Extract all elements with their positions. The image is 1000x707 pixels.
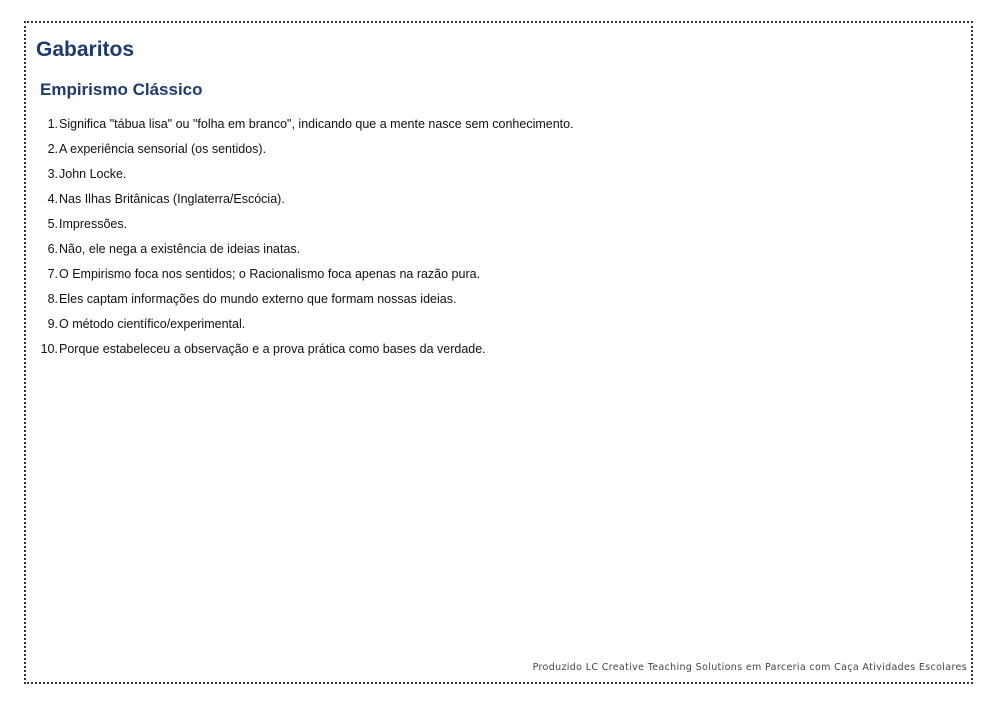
list-item — [36, 239, 936, 264]
answer-text: Nas Ilhas Britânicas (Inglaterra/Escócia). — [59, 192, 285, 206]
footer-credit: Produzido LC Creative Teaching Solutions em Parceria com Caça Atividades Escolares — [532, 662, 967, 673]
answer-number: 1. — [47, 117, 58, 131]
answer-number: 2. — [47, 142, 58, 156]
answer-text: A experiência sensorial (os sentidos). — [59, 142, 267, 156]
answer-number: 10. — [40, 342, 58, 356]
answer-text: John Locke. — [59, 167, 127, 181]
list-item — [36, 114, 936, 139]
list-item — [36, 214, 936, 239]
list-item — [36, 289, 936, 314]
answer-number: 6. — [47, 242, 58, 256]
answer-text: Significa "tábua lisa" ou "folha em branco", indicando que a mente nasce sem conhecimento. — [59, 117, 574, 131]
answer-number: 4. — [47, 192, 58, 206]
answer-text: O método científico/experimental. — [59, 317, 246, 331]
list-item — [36, 339, 936, 364]
answer-text: Eles captam informações do mundo externo que formam nossas ideias. — [59, 292, 457, 306]
answer-text: Porque estabeleceu a observação e a prova prática como bases da verdade. — [59, 342, 486, 356]
section-title: Empirismo Clássico — [40, 80, 203, 99]
answer-number: 8. — [47, 292, 58, 306]
answer-text: Impressões. — [59, 217, 128, 231]
answer-number: 9. — [47, 317, 58, 331]
answer-number: 3. — [47, 167, 58, 181]
list-item — [36, 314, 936, 339]
page-title: Gabaritos — [36, 38, 135, 61]
list-item — [36, 189, 936, 214]
answer-text: O Empirismo foca nos sentidos; o Racionalismo foca apenas na razão pura. — [59, 267, 481, 281]
list-item — [36, 164, 936, 189]
answer-text: Não, ele nega a existência de ideias inatas. — [59, 242, 301, 256]
list-item — [36, 139, 936, 164]
answer-number: 5. — [47, 217, 58, 231]
list-item — [36, 264, 936, 289]
answer-list — [36, 114, 936, 364]
answer-number: 7. — [47, 267, 58, 281]
